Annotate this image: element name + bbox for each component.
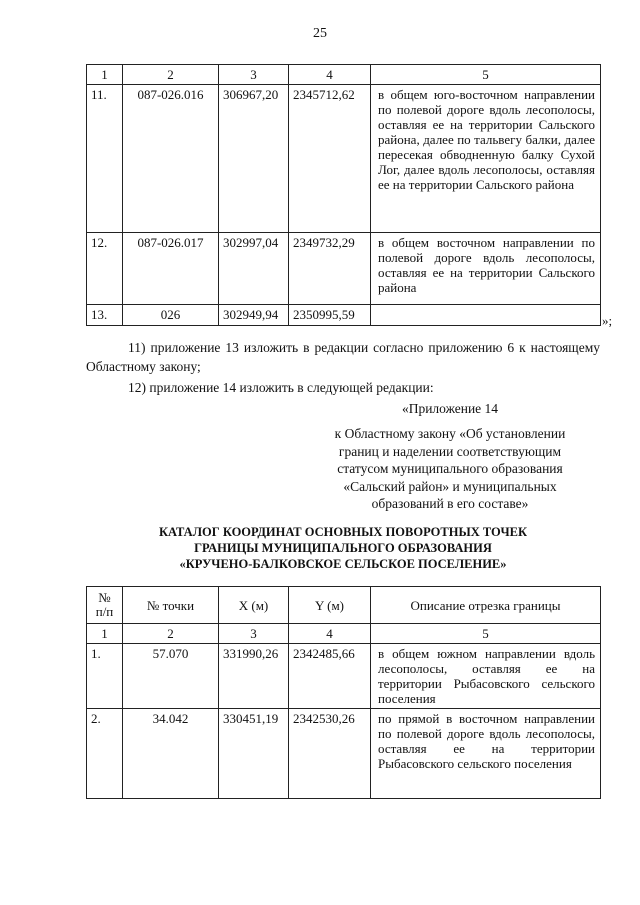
table-row [87,644,601,709]
appendix-line: к Областному закону «Об установлении [334,426,566,441]
segment-description [371,305,601,326]
appendix-line: «Сальский район» и муниципальных [343,478,557,494]
point-id: 087-026.016 [123,85,219,233]
appendix-reference [300,425,600,513]
row-number: 1. [87,644,123,709]
table-row [87,85,601,233]
catalog-heading [86,524,600,572]
catalog-line: ГРАНИЦЫ МУНИЦИПАЛЬНОГО ОБРАЗОВАНИЯ [194,541,492,555]
appendix-line: образований в его составе» [371,496,529,511]
header-row-number [87,587,123,624]
amendment-item-12: 12) приложение 14 изложить в следующей редакции: [128,380,434,395]
col-num-4: 4 [289,65,371,85]
table-row [87,233,601,305]
point-id: 34.042 [123,709,219,799]
header-text: п/п [95,604,114,619]
x-coordinate: 331990,26 [219,644,289,709]
column-number-row [87,624,601,644]
table-row [87,709,601,799]
col-num-3: 3 [219,65,289,85]
col-num-4: 4 [289,624,371,644]
catalog-coordinates-table [86,586,601,799]
col-num-5: 5 [371,65,601,85]
catalog-line: «КРУЧЕНО-БАЛКОВСКОЕ СЕЛЬСКОЕ ПОСЕЛЕНИЕ» [179,557,507,571]
y-coordinate: 2342485,66 [289,644,371,709]
row-number: 11. [87,85,123,233]
table-row [87,305,601,326]
col-num-3: 3 [219,624,289,644]
col-num-5: 5 [371,624,601,644]
x-coordinate: 302997,04 [219,233,289,305]
y-coordinate: 2349732,29 [289,233,371,305]
y-coordinate: 2350995,59 [289,305,371,326]
appendix-line: границ и наделении соответствующим [338,443,562,459]
closing-quote: »; [602,313,613,328]
col-num-2: 2 [123,65,219,85]
segment-description: в общем восточном направлении по полевой дороге вдоль лесополосы, оставляя ее на территории Сальского района [371,233,601,305]
header-description: Описание отрезка границы [371,587,601,624]
amendment-item-11: 11) приложение 13 изложить в редакции согласно приложению 6 к настоящему Областному закону; [86,340,600,374]
x-coordinate: 330451,19 [219,709,289,799]
point-id: 087-026.017 [123,233,219,305]
row-number: 2. [87,709,123,799]
segment-description: в общем южном направлении вдоль лесополосы, оставляя ее на территории Рыбасовского сельского поселения [371,644,601,709]
header-text: № [98,590,111,605]
y-coordinate: 2342530,26 [289,709,371,799]
header-point: № точки [123,587,219,624]
header-y: Y (м) [289,587,371,624]
point-id: 026 [123,305,219,326]
segment-description: по прямой в восточном направлении по полевой дороге вдоль лесополосы, оставляя ее на территории Рыбасовского сельского поселения [371,709,601,799]
header-x: X (м) [219,587,289,624]
x-coordinate: 306967,20 [219,85,289,233]
col-num-1: 1 [87,65,123,85]
appendix-title: «Приложение 14 [401,401,499,416]
appendix-line: статусом муниципального образования [337,461,563,476]
row-number: 12. [87,233,123,305]
point-id: 57.070 [123,644,219,709]
col-num-2: 2 [123,624,219,644]
table-header-row [87,587,601,624]
page-number: 25 [313,26,327,41]
segment-description: в общем юго-восточном направлении по полевой дороге вдоль лесополосы, оставляя ее на территории Сальского района, далее по тальвегу балки, далее пересекая обводненную балку Сухой Лог, далее вдоль лесополосы, оставляя ее на территории Сальского района [371,85,601,233]
table-header-row [87,65,601,85]
catalog-line: КАТАЛОГ КООРДИНАТ ОСНОВНЫХ ПОВОРОТНЫХ ТОЧЕК [158,525,528,539]
col-num-1: 1 [87,624,123,644]
y-coordinate: 2345712,62 [289,85,371,233]
x-coordinate: 302949,94 [219,305,289,326]
coordinates-table-continued [86,64,601,326]
row-number: 13. [87,305,123,326]
